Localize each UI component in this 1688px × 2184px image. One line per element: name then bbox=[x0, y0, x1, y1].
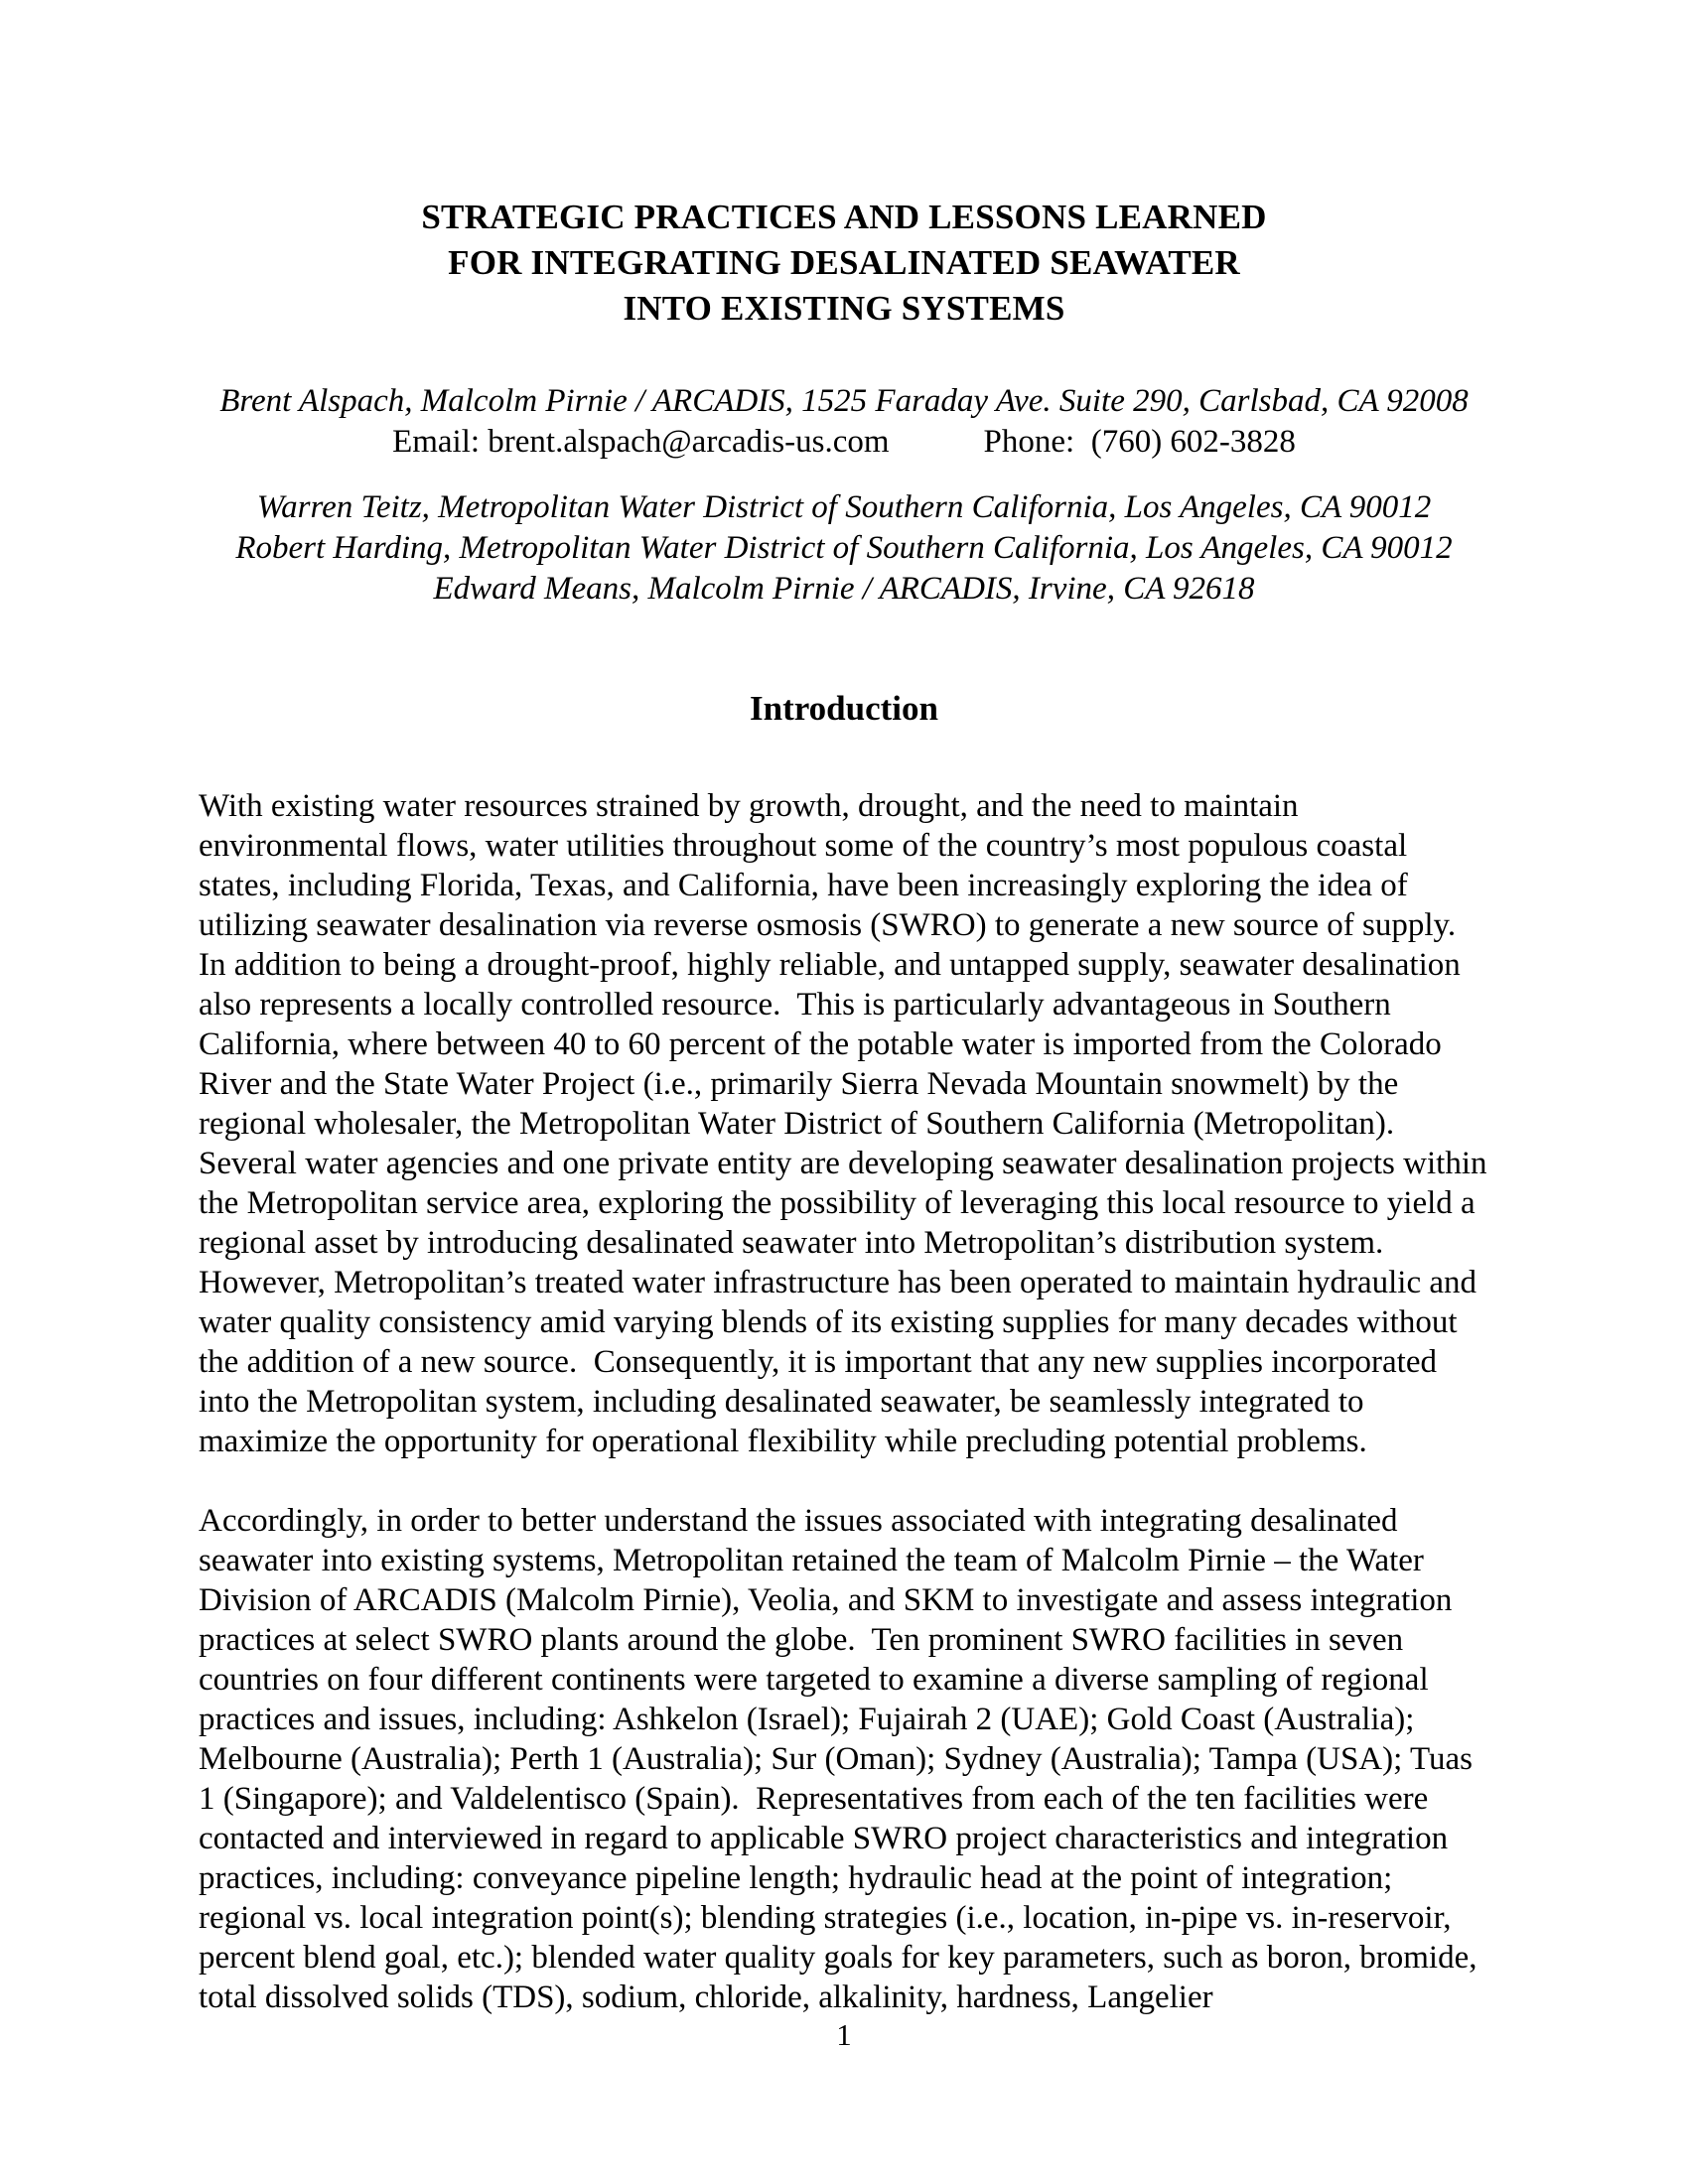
coauthor-line: Edward Means, Malcolm Pirnie / ARCADIS, Irvine, CA 92618 bbox=[433, 571, 1255, 607]
paper-title-line-3: INTO EXISTING SYSTEMS bbox=[623, 289, 1065, 328]
paper-title-line-2: FOR INTEGRATING DESALINATED SEAWATER bbox=[448, 243, 1240, 282]
primary-author-block bbox=[199, 381, 1489, 463]
primary-author-contact bbox=[199, 422, 1489, 463]
section-heading-introduction: Introduction bbox=[750, 689, 938, 728]
coauthor-block bbox=[199, 487, 1489, 610]
author-email: Email: brent.alspach@arcadis-us.com bbox=[392, 424, 890, 460]
coauthor-line: Warren Teitz, Metropolitan Water District of Southern California, Los Angeles, CA 90012 bbox=[256, 489, 1432, 525]
author-phone: Phone: (760) 602-3828 bbox=[983, 424, 1296, 460]
coauthor-line: Robert Harding, Metropolitan Water District of Southern California, Los Angeles, CA 90012 bbox=[235, 530, 1453, 566]
primary-author-affiliation: Brent Alspach, Malcolm Pirnie / ARCADIS, 1525 Faraday Ave. Suite 290, Carlsbad, CA 92008 bbox=[219, 383, 1469, 419]
intro-paragraph-1: With existing water resources strained by growth, drought, and the need to maintain environmental flows, water utilities throughout some of the country’s most populous coastal states, including Florida, Texas, and California, have been increasingly exploring the idea of utilizing seawater desalination via reverse osmosis (SWRO) to generate a new source of supply. In addition to being a drought-proof, highly reliable, and untapped supply, seawater desalination also represents a locally controlled resource. This is particularly advantageous in Southern California, where between 40 to 60 percent of the potable water is imported from the Colorado River and the State Water Project (i.e., primarily Sierra Nevada Mountain snowmelt) by the regional wholesaler, the Metropolitan Water District of Southern California (Metropolitan). Several water agencies and one private entity are developing seawater desalination projects within the Metropolitan service area, exploring the possibility of leveraging this local resource to yield a regional asset by introducing desalinated seawater into Metropolitan’s distribution system. However, Metropolitan’s treated water infrastructure has been operated to maintain hydraulic and water quality consistency amid varying blends of its existing supplies for many decades without the addition of a new source. Consequently, it is important that any new supplies incorporated into the Metropolitan system, including desalinated seawater, be seamlessly integrated to maximize the opportunity for operational flexibility while precluding potential problems. bbox=[199, 788, 1495, 1459]
paper-title bbox=[199, 195, 1489, 332]
paper-title-line-1: STRATEGIC PRACTICES AND LESSONS LEARNED bbox=[421, 198, 1267, 236]
page-number: 1 bbox=[836, 2017, 852, 2052]
intro-paragraph-2: Accordingly, in order to better understand the issues associated with integrating desalinated seawater into existing systems, Metropolitan retained the team of Malcolm Pirnie – the Water Division of ARCADIS (Malcolm Pirnie), Veolia, and SKM to investigate and assess integration practices at select SWRO plants around the globe. Ten prominent SWRO facilities in seven countries on four different continents were targeted to examine a diverse sampling of regional practices and issues, including: Ashkelon (Israel); Fujairah 2 (UAE); Gold Coast (Australia); Melbourne (Australia); Perth 1 (Australia); Sur (Oman); Sydney (Australia); Tampa (USA); Tuas 1 (Singapore); and Valdelentisco (Spain). Representatives from each of the ten facilities were contacted and interviewed in regard to applicable SWRO project characteristics and integration practices, including: conveyance pipeline length; hydraulic head at the point of integration; regional vs. local integration point(s); blending strategies (i.e., location, in-pipe vs. in-reservoir, percent blend goal, etc.); blended water quality goals for key parameters, such as boron, bromide, total dissolved solids (TDS), sodium, chloride, alkalinity, hardness, Langelier bbox=[199, 1503, 1485, 2015]
